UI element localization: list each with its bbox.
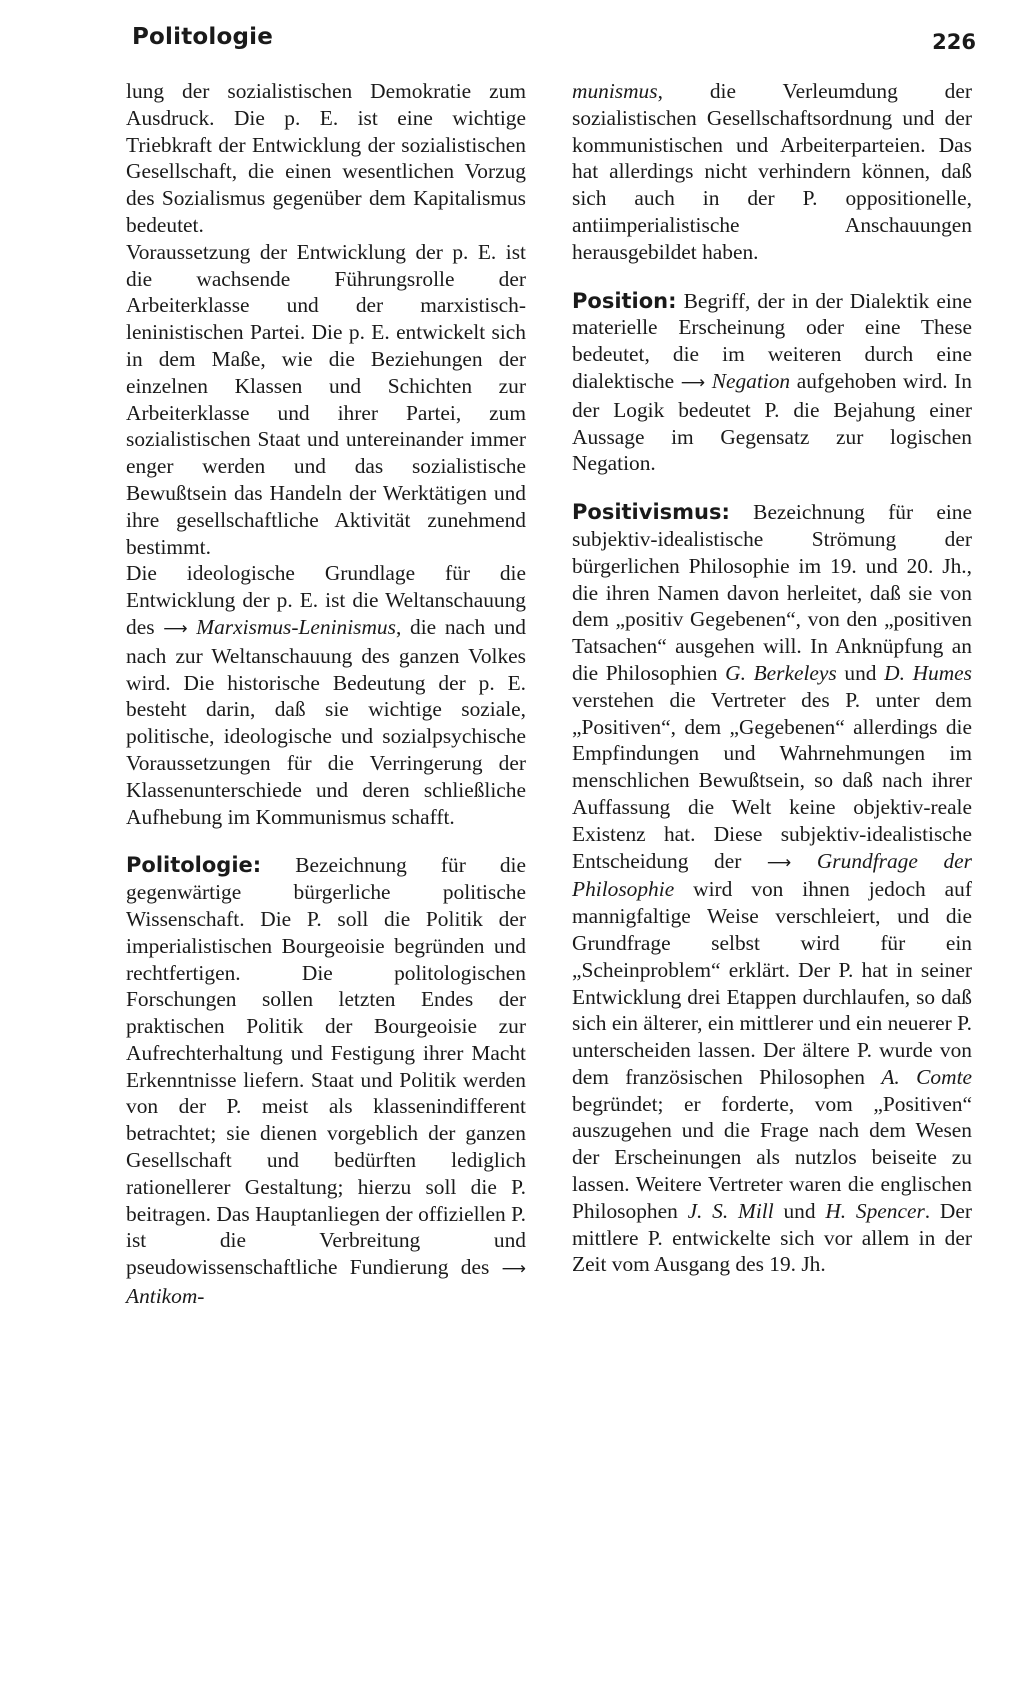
entry-headword: Politologie: [126,853,262,878]
entry-politologie [126,852,526,1310]
cross-reference-link[interactable]: Antikom- [126,1284,205,1309]
entry-text: wird von ihnen jedoch auf mannigfaltige Weise verschleiert, und die Grundfrage selbst wird für ein „Scheinproblem“ erklärt. Der P. hat in seiner Entwicklung drei Etappen durchlaufen, so daß sich ein älterer, ein mittlerer und ein neuerer P. unterscheiden lassen. Der ältere P. wurde von dem französischen Philosophen [572,877,972,1089]
entry-position [572,288,972,478]
entry-headword: Position: [572,288,677,313]
page-header [132,24,976,64]
entry-text: . Der mittlere P. entwickelte sich vor allem in der Zeit vom Ausgang des 19. Jh. [572,1198,972,1277]
right-arrow-icon: ⟶ [501,1259,526,1280]
person-reference: J. S. Mill [687,1198,774,1223]
cross-reference-link[interactable]: Grundfrage der Philosophie [572,848,972,902]
person-reference: D. Humes [884,660,972,685]
page-number: 226 [932,30,976,54]
right-column [572,78,972,1278]
entry-text: begründet; er forderte, vom „Positiven“ auszugehen und die Frage nach dem Wesen der Erscheinungen als nutzlos beiseite zu lassen. Weitere Vertreter waren die englischen Philosophen [572,1091,972,1223]
running-head: Politologie [132,24,274,50]
paragraph-text: Die ideologische Grundlage für die Entwicklung der p. E. ist die Weltanschauung des [126,561,526,639]
right-arrow-icon: ⟶ [680,372,706,393]
entry-text: Bezeichnung für eine subjektiv-idealistische Strömung der bürgerlichen Philosophie im 19. und 20. Jh., die ihren Namen davon herleitet, daß sie von dem „positiv Gegebenen“, von den „positiven Tatsachen“ ausgehen will. In Anknüpfung an die Philosophien [572,500,972,685]
right-arrow-icon: ⟶ [163,618,188,639]
entry-text: , die Verleumdung der sozialistischen Gesellschaftsordnung und der kommunistischen und Arbeiterparteien. Das hat allerdings nicht verhindern können, daß sich auch in der P. oppositionelle, antiimperialistische Anschauungen herausgebildet haben. [572,79,972,264]
cross-reference-link[interactable]: munismus [572,79,658,103]
right-arrow-icon: ⟶ [766,852,792,873]
entry-text: und [844,660,877,685]
person-reference: G. Berkeleys [725,660,837,685]
paragraph-text: , die nach und nach zur Weltanschauung des ganzen Volkes wird. Die historische Bedeutung der p. E. besteht darin, daß sie wichtige soziale, politische, ideologische und sozialpsychische Voraussetzungen für die Verringerung der Klassenunterschiede und deren schließliche Aufhebung im Kommunismus schafft. [126,614,526,829]
paragraph-continued: lung der sozialistischen Demokratie zum Ausdruck. Die p. E. ist eine wichtige Triebkraft der Entwicklung der sozialistischen Gesellschaft, die einen wesentlichen Vorzug des Sozialismus gegenüber dem Kapitalismus bedeutet. [126,79,526,237]
entry-text: verstehen die Vertreter des P. unter dem „Positiven“, dem „Gegebenen“ allerdings die Empfindungen und Wahrnehmungen im menschlichen Bewußtsein, so daß nach ihrer Auffassung die Welt keine objektiv-reale Existenz hat. Diese subjektiv-idealistische Entscheidung der [572,687,972,873]
person-reference: A. Comte [881,1064,972,1089]
left-column [126,78,526,1310]
entry-text: Bezeichnung für die gegenwärtige bürgerliche politische Wissenschaft. Die P. soll die Politik der imperialistischen Bourgeoisie begründen und rechtfertigen. Die politologischen Forschungen sollen letzten Endes der praktischen Politik der Bourgeoisie zur Aufrechterhaltung und Festigung ihrer Macht Erkenntnisse liefern. Staat und Politik werden von der P. meist als klassenindifferent betrachtet; sie dienen vorgeblich der ganzen Gesellschaft und bedürften lediglich rationellerer Gestaltung; hierzu soll die P. beitragen. Das Hauptanliegen der offiziellen P. ist die Verbreitung und pseudowissenschaftliche Fundierung des [126,853,526,1280]
entry-text: aufgehoben wird. In der Logik bedeutet P. die Bejahung einer Aussage im Gegensatz zur logischen Negation. [572,368,972,476]
paragraph [126,560,526,830]
cross-reference-link[interactable]: Marxismus-Leninismus [196,614,396,639]
entry-text: Begriff, der in der Dialektik eine materielle Erscheinung oder eine These bedeutet, die im weiteren durch eine dialektische [572,288,972,393]
entry-continued [572,78,972,266]
entry-headword: Positivismus: [572,500,730,525]
entry-text: und [783,1198,816,1223]
entry-positivismus [572,499,972,1278]
cross-reference-link[interactable]: Negation [711,368,791,393]
person-reference: H. Spencer [825,1198,925,1223]
paragraph: Voraussetzung der Entwicklung der p. E. ist die wachsende Führungsrolle der Arbeiterklasse und der marxistisch-leninistischen Partei. Die p. E. entwickelt sich in dem Maße, wie die Beziehungen der einzelnen Klassen und Schichten zur Arbeiterklasse und ihrer Partei, zum sozialistischen Staat und untereinander immer enger werden und das sozialistische Bewußtsein das Handeln der Werktätigen und ihre gesellschaftliche Aktivität zunehmend bestimmt. [126,239,526,559]
